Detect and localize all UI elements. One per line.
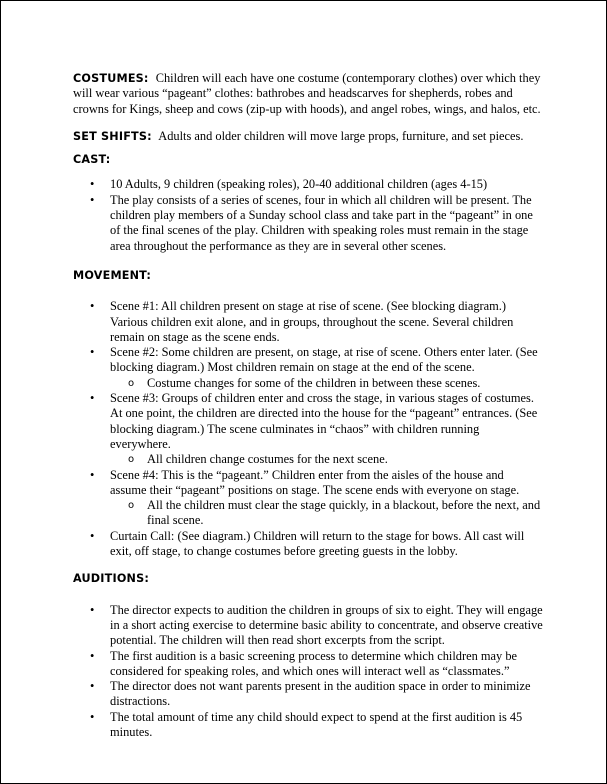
bullet: • — [90, 528, 95, 543]
movement-sub-item — [110, 498, 543, 529]
bullet: • — [90, 345, 95, 360]
movement-sub-item — [110, 376, 543, 391]
sub-bullet: o — [128, 454, 135, 466]
bullet: • — [90, 709, 95, 724]
auditions-section-title — [73, 571, 543, 586]
movement-item — [73, 529, 543, 560]
movement-item-text: Scene #3: Groups of children enter and cross the stage, in various stages of costumes. At one point, the children are directed into the house for the “pageant” entrances. (See blocking diagram.) The scene culminates in “chaos” with children running everywhere. — [110, 391, 538, 451]
auditions-item-text: The director expects to audition the children in groups of six to eight. They will engage in a short acting exercise to determine basic ability to concentrate, and observe creative potential. The children will then read short excerpts from the script. — [110, 602, 543, 648]
movement-item — [73, 299, 543, 345]
sub-bullet: o — [128, 377, 135, 389]
auditions-heading: AUDITIONS: — [73, 572, 150, 586]
movement-item-text: Curtain Call: (See diagram.) Children will return to the stage for bows. All cast will exit, off stage, to change costumes before greeting guests in the lobby. — [110, 528, 525, 559]
bullet: • — [90, 467, 95, 482]
cast-section-title — [73, 152, 543, 167]
set-shifts-paragraph — [73, 129, 543, 144]
movement-section-title — [73, 268, 543, 283]
cast-item — [73, 177, 543, 192]
movement-item-text: Scene #2: Some children are present, on stage, at rise of scene. Others enter later. (See blocking diagram.) Most children remain on stage at the end of the scene. — [110, 345, 538, 375]
costumes-paragraph — [73, 71, 543, 117]
auditions-item — [73, 649, 543, 680]
movement-sub-list — [110, 376, 543, 391]
sub-bullet: o — [128, 500, 135, 512]
bullet: • — [90, 177, 95, 192]
auditions-item — [73, 603, 543, 649]
cast-item-text: The play consists of a series of scenes, four in which all children will be present. The children play members of a Sunday school class and take part in the “pageant” in one of the final scenes of the play. Children with speaking roles must remain in the stage area throughout the performance as they are in several other scenes. — [110, 192, 533, 253]
costumes-heading: COSTUMES: — [73, 72, 149, 85]
auditions-item-text: The first audition is a basic screening process to determine which children may be considered for speaking roles, and which ones will interact well as “classmates.” — [110, 648, 518, 678]
movement-heading: MOVEMENT: — [73, 268, 152, 282]
set-shifts-heading: SET SHIFTS: — [73, 129, 152, 143]
page-content — [73, 71, 543, 750]
movement-list — [73, 299, 543, 559]
cast-heading: CAST: — [73, 153, 111, 167]
costumes-text: Children will each have one costume (contemporary clothes) over which they will wear various “pageant” clothes: bathrobes and headscarves for shepherds, robes and crowns for Kings, sheep and cows (zip-up with hoods), and angel robes, wings, and halos, etc. — [73, 71, 541, 116]
set-shifts-text: Adults and older children will move large props, furniture, and set pieces. — [158, 128, 524, 143]
auditions-item — [73, 679, 543, 710]
cast-list — [73, 177, 543, 253]
movement-item-text: Scene #4: This is the “pageant.” Children enter from the aisles of the house and assume their “pageant” positions on stage. The scene ends with everyone on stage. — [110, 467, 520, 497]
movement-sub-item — [110, 452, 543, 467]
bullet: • — [90, 299, 95, 314]
cast-item — [73, 193, 543, 254]
bullet: • — [90, 391, 95, 406]
movement-item — [73, 345, 543, 391]
bullet: • — [90, 602, 95, 617]
bullet: • — [90, 679, 95, 694]
bullet: • — [90, 648, 95, 663]
movement-item — [73, 468, 543, 529]
movement-sub-item-text: All children change costumes for the next scene. — [147, 452, 388, 467]
cast-item-text: 10 Adults, 9 children (speaking roles), 20-40 additional children (ages 4-15) — [110, 177, 488, 192]
auditions-item-text: The total amount of time any child should expect to spend at the first audition is 45 minutes. — [110, 709, 523, 739]
movement-sub-list — [110, 498, 543, 529]
movement-item-text: Scene #1: All children present on stage at rise of scene. (See blocking diagram.) Various children exit alone, and in groups, throughout the scene. Several children remain on stage as the scene ends. — [110, 299, 514, 344]
auditions-list — [73, 603, 543, 741]
movement-item — [73, 391, 543, 467]
movement-sub-item-text: Costume changes for some of the children in between these scenes. — [147, 375, 481, 390]
auditions-item-text: The director does not want parents present in the audition space in order to minimize distractions. — [110, 679, 531, 709]
movement-sub-list — [110, 452, 543, 467]
auditions-item — [73, 710, 543, 741]
movement-sub-item-text: All the children must clear the stage quickly, in a blackout, before the next, and final scene. — [147, 498, 541, 528]
bullet: • — [90, 192, 95, 207]
